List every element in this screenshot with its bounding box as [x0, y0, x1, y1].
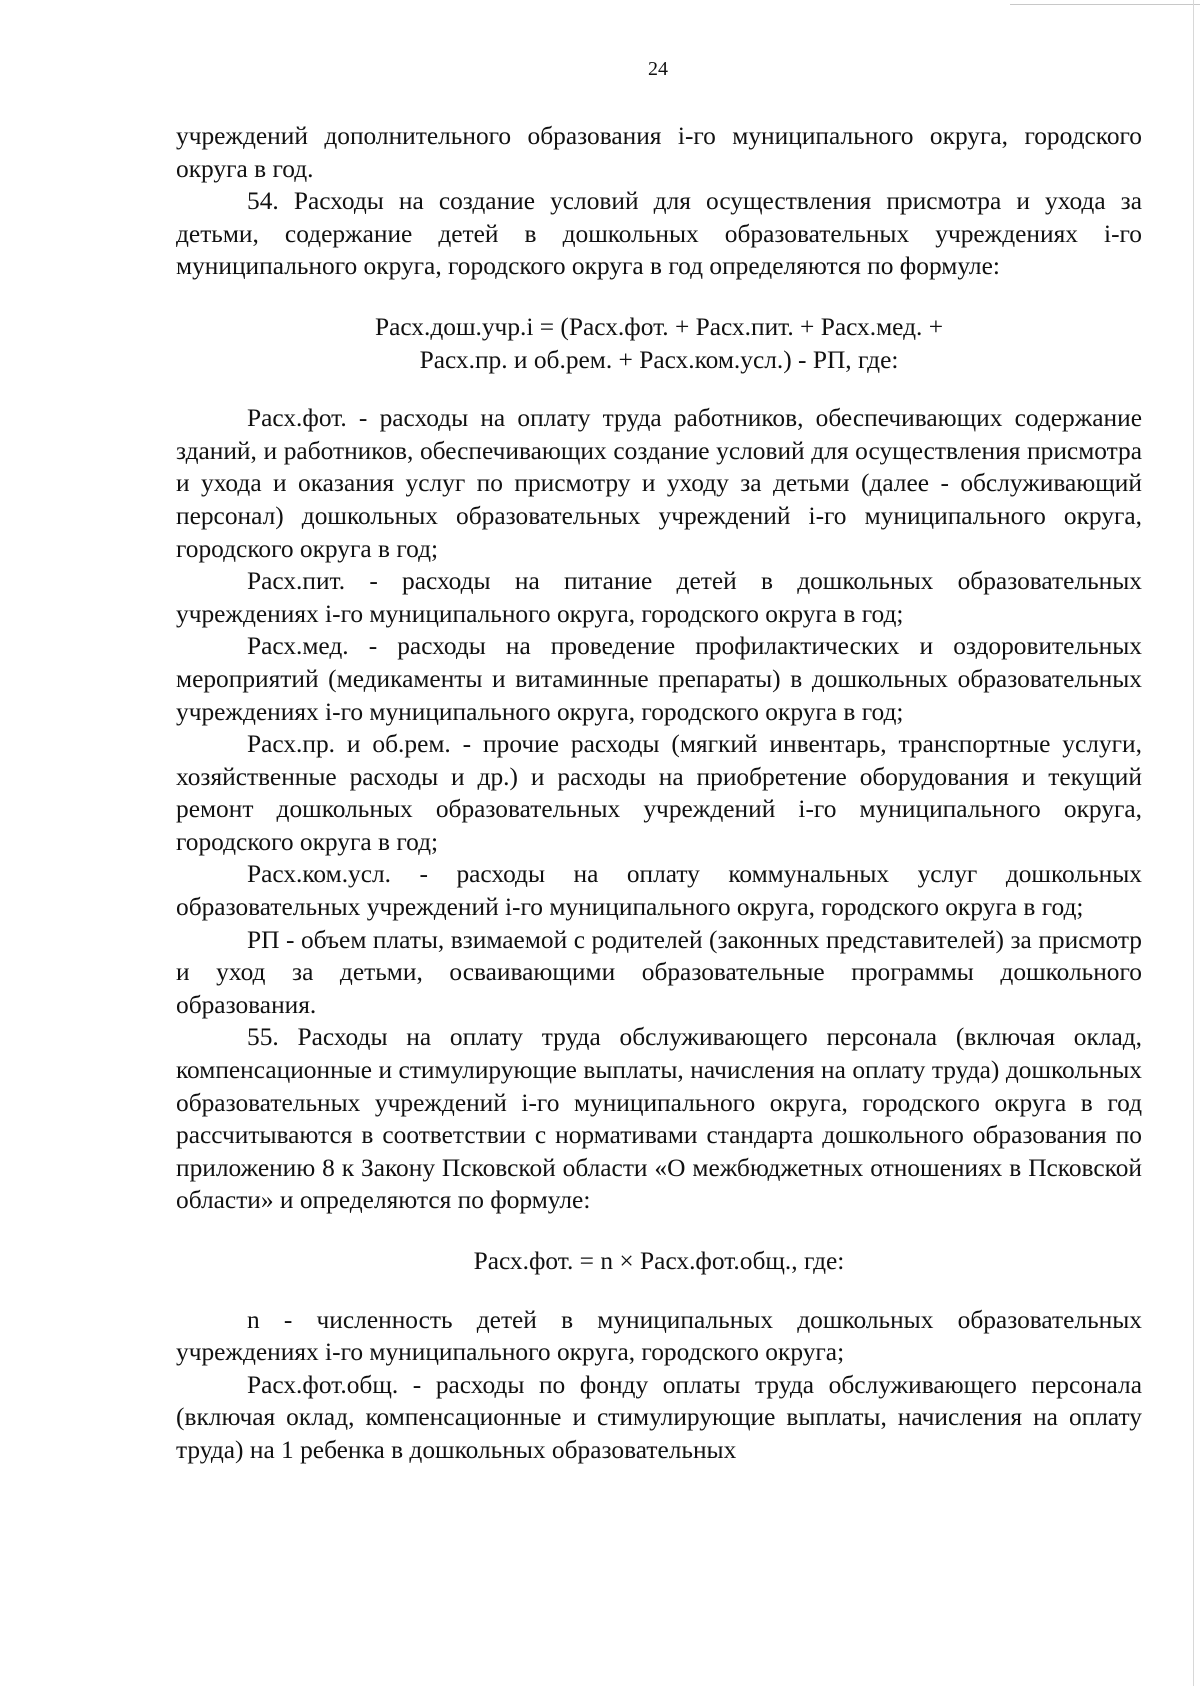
definition-pit: Расх.пит. - расходы на питание детей в дошкольных образовательных учреждениях i-го муниципального округа, городского округа в год; — [176, 567, 1142, 628]
document-body — [176, 120, 1142, 1467]
paragraph-continuation: учреждений дополнительного образования i-го муниципального округа, городского округа в год. — [176, 122, 1142, 183]
definition-fot-obsh: Расх.фот.общ. - расходы по фонду оплаты труда обслуживающего персонала (включая оклад, компенсационные и стимулирующие выплаты, начисления на оплату труда) на 1 ребенка в дошкольных образовательных — [176, 1370, 1142, 1464]
formula-2: Расх.фот. = n × Расх.фот.общ., где: — [473, 1247, 845, 1275]
definition-rp: РП - объем платы, взимаемой с родителей (законных представителей) за присмотр и уход за детьми, осваивающими образовательные программы дошкольного образования. — [176, 925, 1142, 1019]
definition-fot: Расх.фот. - расходы на оплату труда работников, обеспечивающих содержание зданий, и работников, обеспечивающих создание условий для осуществления присмотра и ухода и оказания услуг по присмотру и уходу за детьми (далее - обслуживающий персонал) дошкольных образовательных учреждений i-го муниципального округа, городского округа в год; — [176, 404, 1142, 563]
definition-med: Расх.мед. - расходы на проведение профилактических и оздоровительных мероприятий (медикаменты и витаминные препараты) в дошкольных образовательных учреждениях i-го муниципального округа, городского округа в год; — [176, 632, 1142, 726]
page-number: 24 — [648, 58, 668, 80]
definition-n: n - численность детей в муниципальных дошкольных образовательных учреждениях i-го муниципального округа, городского округа; — [176, 1305, 1142, 1367]
paragraph-55: 55. Расходы на оплату труда обслуживающего персонала (включая оклад, компенсационные и стимулирующие выплаты, начисления на оплату труда) дошкольных образовательных учреждений i-го муниципального округа, городского округа в год рассчитываются в соответствии с нормативами стандарта дошкольного образования по приложению 8 к Закону Псковской области «О межбюджетных отношениях в Псковской области» и определяются по формуле: — [176, 1023, 1142, 1215]
scan-edge-right — [1193, 0, 1194, 1686]
scan-edge-top — [1010, 4, 1200, 5]
formula-1-line-2: Расх.пр. и об.рем. + Расх.ком.усл.) - РП, где: — [419, 345, 899, 374]
definition-kom: Расх.ком.усл. - расходы на оплату коммунальных услуг дошкольных образовательных учреждений i-го муниципального округа, городского округа в год; — [176, 860, 1142, 922]
definition-pr: Расх.пр. и об.рем. - прочие расходы (мягкий инвентарь, транспортные услуги, хозяйственные расходы и др.) и расходы на приобретение оборудования и текущий ремонт дошкольных образовательных учреждений i-го муниципального округа, городского округа в год; — [176, 730, 1142, 856]
formula-1-line-1: Расх.дош.учр.i = (Расх.фот. + Расх.пит. + Расх.мед. + — [374, 312, 944, 341]
paragraph-54: 54. Расходы на создание условий для осуществления присмотра и ухода за детьми, содержание детей в дошкольных образовательных учреждениях i-го муниципального округа, городского округа в год определяются по формуле: — [176, 187, 1142, 281]
